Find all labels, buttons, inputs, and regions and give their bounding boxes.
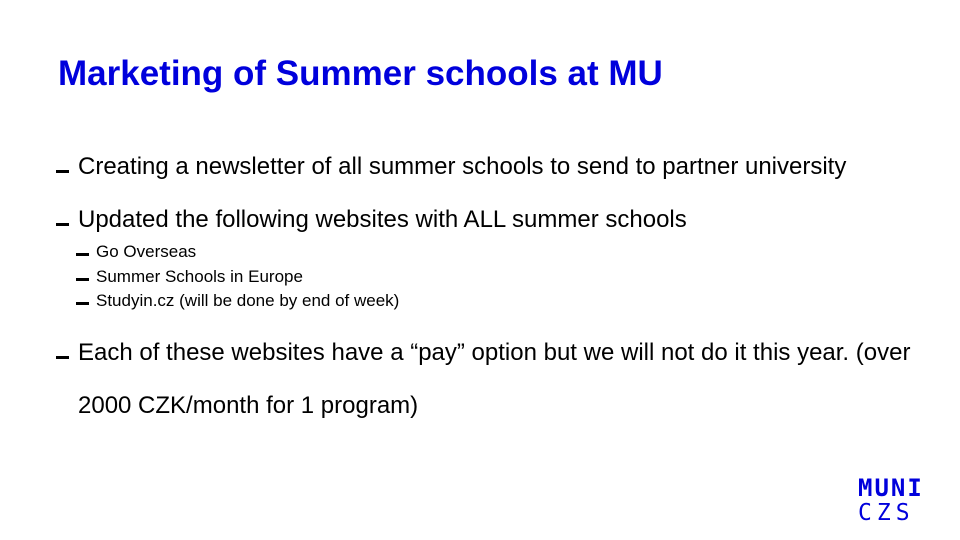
sub-bullet-text: Summer Schools in Europe <box>96 266 303 286</box>
sub-bullet-text: Studyin.cz (will be done by end of week) <box>96 291 400 310</box>
bullet-dash-icon <box>56 223 69 226</box>
sub-bullet-list <box>56 240 916 314</box>
bullet-item-websites <box>56 193 916 246</box>
sub-bullet-dash-icon <box>76 278 89 281</box>
sub-bullet-item <box>56 289 916 314</box>
sub-bullet-item <box>56 265 916 290</box>
logo-line-muni: MUNI <box>858 474 924 502</box>
bullet-text: Creating a newsletter of all summer schools to send to partner university <box>78 153 847 180</box>
bullet-text: Updated the following websites with ALL summer schools <box>78 206 687 233</box>
logo-line-czs: CZS <box>858 500 915 526</box>
bullet-dash-icon <box>56 170 69 173</box>
spacer <box>56 314 916 326</box>
bullet-item-newsletter <box>56 140 916 193</box>
bullet-text: Each of these websites have a “pay” option but we will not do it this year. (over 2000 CZK/month for 1 program) <box>78 338 911 419</box>
bullet-list <box>56 140 916 432</box>
bullet-dash-icon <box>56 356 69 359</box>
sub-bullet-item <box>56 240 916 265</box>
muni-logo <box>858 476 924 526</box>
sub-bullet-dash-icon <box>76 253 89 256</box>
bullet-item-pay-option <box>56 326 916 432</box>
sub-bullet-text: Go Overseas <box>96 242 197 261</box>
sub-bullet-dash-icon <box>76 302 89 305</box>
slide-title: Marketing of Summer schools at MU <box>58 54 663 93</box>
